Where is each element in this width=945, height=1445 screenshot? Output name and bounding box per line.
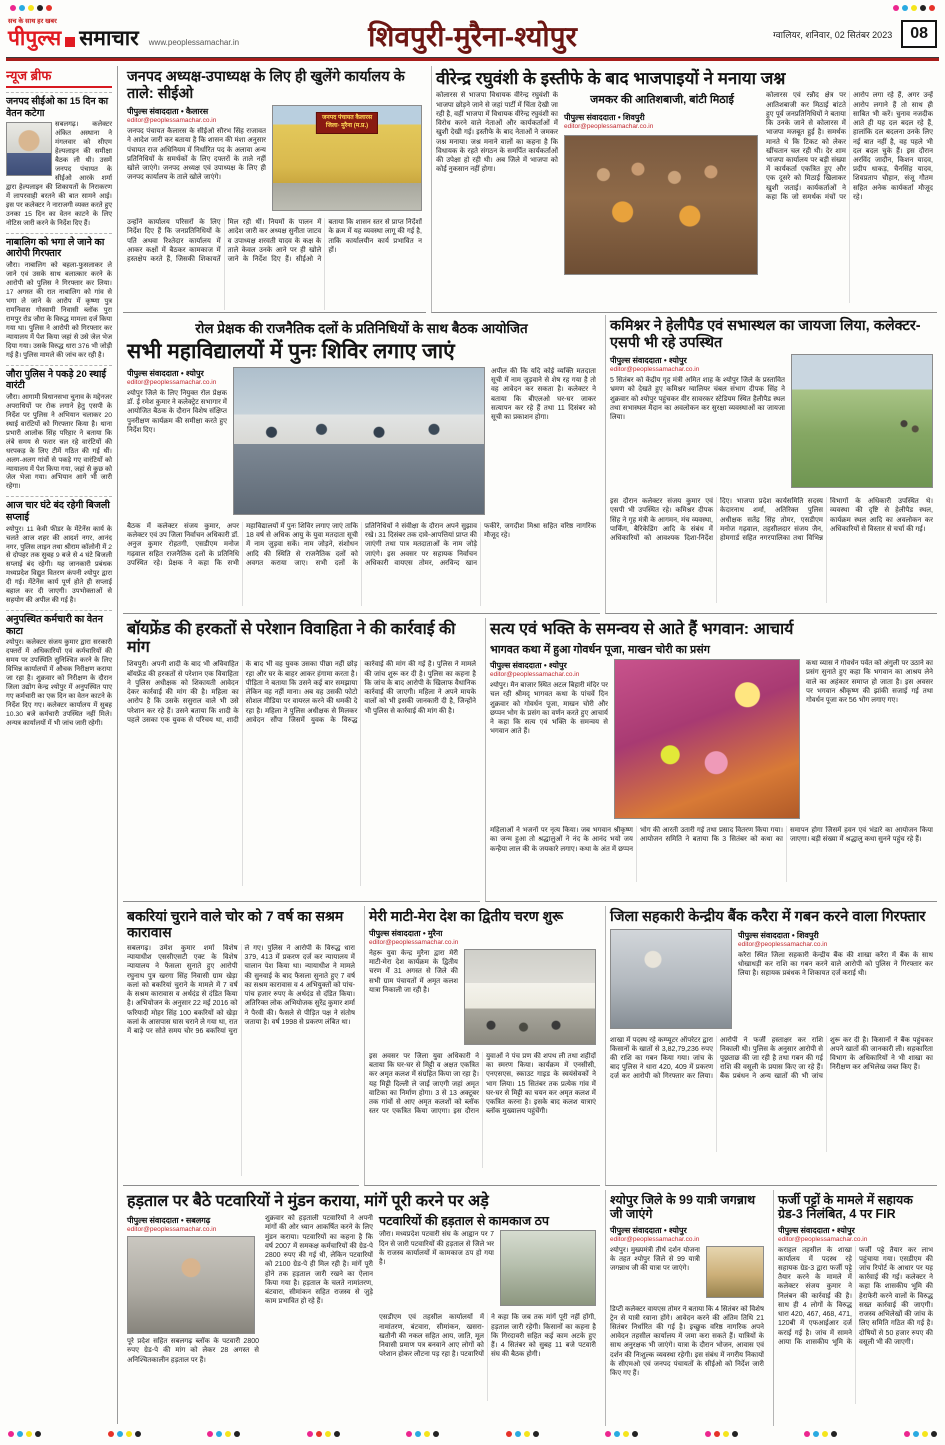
page-number: 08: [901, 20, 937, 48]
mundan-photo: [127, 1236, 255, 1334]
article-text: उन्होंने कार्यालय परिसरों के लिए निर्देश दिए हैं कि जनप्रतिनिधियों के पति अथवा रिश्तेदार कार्यालय में आकर कक्षों में बैठकर कामकाज में हस्तक्षेप करते हैं, जिसकी शिकायतें मिल रही थीं। नियमों के पालन में आदेश जारी कर अध्यक्ष सुनीता जाटव व उपाध्यक्ष शरवती यादव के कक्ष के ताले केवल उनके आने पर ही खोले जाने के निर्देश दिए हैं। सीईओ ने बताया कि शासन स्तर से प्राप्त निर्देशों के क्रम में यह व्यवस्था लागू की गई है, ताकि कार्यालयीन कार्य प्रभावित न हों।: [127, 219, 422, 263]
article-text: इस दौरान कलेक्टर संजय कुमार एवं एसपी भी उपस्थित रहे। कमिश्नर दीपक सिंह ने गृह मंत्री के आगमन, मंच व्यवस्था, पार्किंग, बैरिकेडिंग आदि के संबंध में अधिकारियों को आवश्यक दिशा-निर्देश दिए। भाजपा प्रदेश कार्यसमिति सदस्य केदारनाथ शर्मा, अतिरिक्त पुलिस अधीक्षक सतेंद्र सिंह तोमर, एसडीएम मनोज गढ़वाल, तहसीलदार संजय जैन, होमगार्ड सहित नगरपालिका तथा विभिन्न विभागों के अधिकारी उपस्थित थे। व्यवस्था की दृष्टि से हेलीपैड स्थल, कार्यक्रम स्थल आदि का अवलोकन कर अधिकारियों से विस्तार से चर्चा की गई।: [610, 498, 933, 542]
byline: पीपुल्स संवाददाता • श्योपुर editor@peoplessamachar.co.in: [610, 355, 785, 373]
brief-title: आज चार घंटे बंद रहेगी बिजली सप्लाई: [6, 500, 110, 523]
dateline: ग्वालियर, शनिवार, 02 सितंबर 2023: [773, 29, 893, 40]
article-headline: हड़ताल पर बैठे पटवारियों ने मुंडन कराया, मांगें पूरी करने पर अड़े: [127, 1193, 489, 1210]
strike-camp-photo: [500, 1230, 596, 1306]
yatra-photo: [706, 1246, 764, 1298]
news-brief-item: [6, 496, 112, 606]
byline: पीपुल्स संवाददाता • श्योपुर editor@peoplessamachar.co.in: [610, 1225, 764, 1243]
logo-text-peoples: पीपुल्स: [8, 26, 62, 50]
article-text: कोलारस एवं रन्नौद क्षेत्र पर आतिशबाजी कर मिठाई बांटते हुए पूर्व जनप्रतिनिधियों ने बताया कि उनके जाने से कोलारस में भाजपा मजबूत हुई है। समर्थक मानते थे कि टिकट को लेकर खींचतान चल रही थी। देर शाम भाजपा कार्यालय पर बड़ी संख्या में कार्यकर्ता एकत्रित हुए और एक दूसरे को मिठाई खिलाकर खुशी जताई। कार्यकर्ताओं ने कहा कि जो समर्थक मंचों पर आरोप लगा रहे हैं, अगर उन्हें आरोप लगाने हैं तो साथ ही साबित भी करें। चुनाव नजदीक आते ही यह दल बदल रहे हैं, हालांकि दल बदलना उनके लिए नई बात नहीं है, वह पहले भी दल बदल चुके हैं। इस दौरान अरविंद जादौन, किशन यादव, प्रदीप धाकड़, चैनसिंह यादव, शिवप्रताप चौहान, संजू गौतम सहित अनेक कार्यकर्ता मौजूद रहे।: [766, 92, 933, 201]
website-url: www.peoplessamachar.in: [148, 37, 240, 47]
brief-title: जौरा पुलिस ने पकड़े 20 स्थाई वारंटी: [6, 368, 107, 392]
celebration-photo: [564, 135, 758, 275]
article-text: श्योपुर जिले के लिए नियुक्त रोल प्रेक्षक डॉ. ई रमेश कुमार ने कलेक्ट्रेट सभागार में आयोजित बैठक के दौरान विशेष संक्षिप्त पुनरीक्षण कार्यक्रम की समीक्षा करते हुए निर्देश दिए।: [127, 389, 227, 434]
byline-email: editor@peoplessamachar.co.in: [610, 366, 700, 374]
sub-article-headline: पटवारियों की हड़ताल से कामकाज ठप: [379, 1214, 550, 1229]
print-marks-top-left: [10, 5, 52, 11]
brief-body: जौरा। आगामी विधानसभा चुनाव के मद्देनजर अपराधियों पर रोक लगाने हेतु एसपी के निर्देश पर पुलिस ने अभियान चलाकर 20 स्थाई वारंटियों को गिरफ्तार किया है। थाना प्रभारी आलोक सिंह परिहार ने बताया कि लंबे समय से फरार चल रहे वारंटियों की धरपकड़ के लिए टीमें गठित की गई थीं। अलग-अलग गांवों से पकड़े गए वारंटियों को न्यायालय में पेश किया गया, जहां से कुछ को जेल भेजा गया। अभियान आगे भी जारी रहेगा।: [6, 393, 112, 491]
article-patwari-mundan: [123, 1190, 600, 1426]
article-jagannath-yatra: [605, 1190, 768, 1426]
article-meri-maati: [364, 906, 600, 1186]
byline: पीपुल्स संवाददाता • श्योपुर editor@peoplessamachar.co.in: [778, 1225, 933, 1243]
byline: पीपुल्स संवाददाता • शिवपुरी editor@peoplessamachar.co.in: [564, 112, 760, 130]
news-brief-item: [6, 365, 112, 493]
brief-body: सबलगढ़। कलेक्टर अंकित अस्थाना ने मंगलवार को सीएम हेल्पलाइन की समीक्षा बैठक ली थी। उसमें जनपद पंचायत के सीईओ आरके शर्मा द्वारा हेल्पलाइन की शिकायतों के निराकरण में लापरवाही बरतने की बात सामने आई। इस पर कलेक्टर ने नाराजगी व्यक्त करते हुए उनका 15 दिन का वेतन काटने के लिए नोटिस जारी करने के निर्देश दिए हैं।: [6, 121, 112, 227]
print-marks-top-right: [893, 5, 935, 11]
meeting-room-photo: [233, 367, 485, 515]
article-text: कोलारस से भाजपा विधायक वीरेन्द्र रघुवंशी के भाजपा छोड़ने जाने से जहां पार्टी में चिंता देखी जा रही है, वहीं भाजपा में विधायक वीरेन्द्र रघुवंशी का विरोध करने वाले नेताओं और कार्यकर्ताओं में खुशी देखी गई। इस्तीफे के बाद नेताओं ने जमकर जश्न मनाया। जश्न मनाने वालों का कहना है कि विधायक के रहते संगठन के समर्पित कार्यकर्ताओं की उपेक्षा हो रही थी। अब जिले में भाजपा को कोई नुकसान नहीं होगा।: [436, 92, 558, 174]
article-text: शिवपुरी। अपनी शादी के बाद भी अविवाहित बॉयफ्रेंड की हरकतों से परेशान एक विवाहिता ने पुलिस अधीक्षक को शिकायती आवेदन देकर कार्रवाई की मांग की है। महिला का आरोप है कि उसके ससुराल वाले भी उसे परेशान कर रहे हैं। उसने बताया कि शादी के पहले उसका एक युवक से परिचय था, शादी के बाद भी वह युवक उसका पीछा नहीं छोड़ रहा और घर के बाहर आकर हंगामा करता है। पीड़िता ने बताया कि उसने कई बार समझाया लेकिन वह नहीं माना। अब वह उसकी फोटो सोशल मीडिया पर वायरल करने की धमकी दे रहा है। महिला ने पुलिस अधीक्षक से मिलकर आवेदन सौंपा जिसमें युवक के विरुद्ध कार्रवाई की मांग की गई है। पुलिस ने मामले की जांच शुरू कर दी है। पुलिस का कहना है कि जांच के बाद आरोपी के खिलाफ वैधानिक कार्रवाई की जाएगी। महिला ने अपने मायके वालों को भी इसकी जानकारी दी है, जिन्होंने भी पुलिस से कार्रवाई की मांग की है।: [127, 661, 476, 724]
article-text: नेहरू युवा केन्द्र मुरैना द्वारा मेरी माटी-मेरा देश कार्यक्रम के द्वितीय चरण में 31 अगस्त से जिले की सभी ग्राम पंचायतों में अमृत कलश यात्रा निकाली जा रही है।: [369, 949, 458, 994]
article-text: 5 सितंबर को केंद्रीय गृह मंत्री अमित शाह के श्योपुर जिले के प्रस्तावित भ्रमण को देखते हुए कमिश्नर ग्वालियर चंबल संभाग दीपक सिंह ने शुक्रवार को श्योपुर पहुंचकर वीर सावरकर स्टेडियम स्थित हैलीपैड स्थल तथा सभास्थल मैदान का अवलोकन कर सुरक्षा व्यवस्थाओं का जायजा लिया।: [610, 377, 785, 421]
article-text: कराहल तहसील के शाखा कार्यालय में पदस्थ रहे सहायक ग्रेड-3 द्वारा फर्जी पट्टे तैयार करने के मामले में कलेक्टर संजय कुमार ने निलंबन की कार्रवाई की है। साथ ही 4 लोगों के विरुद्ध धारा 420, 467, 468, 471, 120बी में एफआईआर दर्ज कराई गई है। जांच में सामने आया कि शासकीय भूमि के फर्जी पट्टे तैयार कर लाभ पहुंचाया गया। एसडीएम की जांच रिपोर्ट के आधार पर यह कार्रवाई की गई। कलेक्टर ने कहा कि शासकीय भूमि की हेराफेरी करने वालों के विरुद्ध सख्त कार्रवाई की जाएगी। राजस्व अभिलेखों की जांच के लिए समिति गठित की गई है। दोषियों से 50 हजार रुपए की वसूली भी की जाएगी।: [778, 1246, 933, 1346]
article-text: जनपद पंचायत कैलारस के सीईओ सौरभ सिंह राजावत ने आदेश जारी कर बताया है कि शासन की मंशा अनुसार पंचायत राज अधिनियम में निर्धारित पद के अलावा अन्य प्रतिनिधियों के समर्थकों के लिए दफ्तरों के ताले नहीं खोले जाएंगे। जनपद अध्यक्ष एवं उपाध्यक्ष के लिए ही जनपद कार्यालय के ताले खोले जाएंगे।: [127, 128, 266, 182]
byline-email: editor@peoplessamachar.co.in: [738, 940, 828, 948]
print-marks-bottom: [8, 1431, 937, 1437]
officer-portrait-photo: [6, 122, 52, 176]
logo-text-samachar: समाचार: [79, 26, 139, 50]
article-subhead: भागवत कथा में हुआ गोवर्धन पूजा, माखन चोरी का प्रसंग: [490, 644, 710, 657]
byline: पीपुल्स संवाददाता • सबलगढ़ editor@peoplessamachar.co.in: [127, 1215, 259, 1233]
article-text: श्योपुर। मुख्यमंत्री तीर्थ दर्शन योजना के तहत श्योपुर जिले से 99 यात्री जगन्नाथ जी की यात्रा पर जाएंगे।: [610, 1246, 700, 1272]
article-headline: बकरियां चुराने वाले चोर को 7 वर्ष का सश्रम कारावास: [127, 908, 344, 940]
byline-email: editor@peoplessamachar.co.in: [127, 117, 217, 125]
byline: पीपुल्स संवाददाता • मुरैना editor@peoplessamachar.co.in: [369, 928, 596, 946]
article-headline: सभी महाविद्यालयों में पुनः शिविर लगाए जाएं: [127, 340, 455, 363]
byline-email: editor@peoplessamachar.co.in: [127, 1226, 217, 1234]
article-virendra-resign: [431, 66, 937, 313]
news-brief-sidebar: [6, 66, 118, 1424]
article-headline: सत्य एवं भक्ति के समन्वय से आते हैं भगवान: आचार्य: [490, 621, 794, 638]
article-boyfriend-complaint: [123, 618, 480, 902]
article-janpad-office: [123, 66, 426, 313]
article-bank-fraud-arrest: [605, 906, 937, 1186]
article-college-shivir: [123, 315, 600, 614]
sub-article-strike: [379, 1214, 596, 1412]
logo-tagline: सच के साथ हर खबर: [8, 18, 57, 26]
article-text: अपील की कि यदि कोई व्यक्ति मतदाता सूची में नाम जुड़वाने से शेष रह गया है तो वह आवेदन कर सकता है। कलेक्टर ने बताया कि बीएलओ घर-घर जाकर सत्यापन कर रहे हैं तथा 11 दिसंबर को सूची का प्रकाशन होगा।: [491, 367, 596, 422]
logo-square-icon: [65, 37, 75, 47]
byline: पीपुल्स संवाददाता • श्योपुर editor@peoplessamachar.co.in: [490, 660, 608, 678]
article-text: बैठक में कलेक्टर संजय कुमार, अपर कलेक्टर एवं उप जिला निर्वाचन अधिकारी डॉ. अनुज कुमार रोहतगी, एसडीएम मनोज गढ़वाल सहित राजनैतिक दलों के प्रतिनिधि उपस्थित रहे। प्रेक्षक ने कहा कि सभी महाविद्यालयों में पुनः शिविर लगाए जाएं ताकि 18 वर्ष से अधिक आयु के युवा मतदाता सूची में नाम जुड़वा सकें। नाम जोड़ने, संशोधन आदि की स्थिति से राजनैतिक दलों को अवगत कराया जाए। सभी दलों के प्रतिनिधियों ने संवीक्षा के दौरान अपने सुझाव रखे। 31 दिसंबर तक दावे-आपत्तियां प्राप्त की जाएंगी तथा पात्र मतदाताओं के नाम जोड़े जाएंगे। इस अवसर पर सहायक निर्वाचन अधिकारी वायएस तोमर, अरविन्द खान फकीरे, जगदीश मिश्रा सहित वरिष्ठ नागरिक मौजूद रहे।: [127, 522, 596, 567]
brief-title: नाबालिग को भगा ले जाने का आरोपी गिरफ्तार: [6, 236, 105, 260]
article-fake-patta-fir: [773, 1190, 937, 1426]
news-brief-item: [6, 233, 112, 361]
article-headline: फर्जी पट्टों के मामले में सहायक ग्रेड-3 निलंबित, 4 पर FIR: [778, 1193, 913, 1222]
office-sign-board: जनपद पंचायत कैलारस जिला- मुरैना (म.प्र.): [316, 112, 378, 134]
byline-email: editor@peoplessamachar.co.in: [490, 671, 580, 679]
govardhan-puja-photo: [614, 659, 800, 819]
kalash-yatra-photo: [464, 949, 596, 1045]
article-headline: श्योपुर जिले के 99 यात्री जगन्नाथ जी जाएंगे: [610, 1193, 756, 1222]
article-text: कथा व्यास ने गोवर्धन पर्वत को अंगुली पर उठाने का प्रसंग सुनाते हुए कहा कि भगवान का आश्रय लेने वाले का अहंकार समाप्त हो जाता है। इस अवसर पर भगवान श्रीकृष्ण की झांकी सजाई गई तथा गोवर्धन पूजा कर 56 भोग लगाए गए।: [806, 660, 933, 705]
news-brief-item: [6, 610, 112, 729]
article-text: एसडीएम एवं तहसील कार्यालयों में नामांतरण, बंटवारा, सीमांकन, खसरा-खतौनी की नकल सहित आय, जाति, मूल निवासी प्रमाण पत्र बनवाने आए लोगों को परेशान होकर लौटना पड़ रहा है। पटवारियों ने कहा कि जब तक मांगें पूरी नहीं होंगी, हड़ताल जारी रहेगी। किसानों का कहना है कि गिरदावरी सहित कई काम अटके हुए हैं। 4 सितंबर को सुबह 11 बजे पटवारी संघ की बैठक होगी।: [379, 1314, 596, 1359]
byline-email: editor@peoplessamachar.co.in: [564, 123, 654, 131]
article-text: पूरे प्रदेश सहित सबलगढ़ ब्लॉक के पटवारी 2800 रुपए ग्रेड-पे की मांग को लेकर 28 अगस्त से अनिश्चितकालीन हड़ताल पर हैं।: [127, 1338, 259, 1364]
article-headline: वीरेन्द्र रघुवंशी के इस्तीफे के बाद भाजपाइयों ने मनाया जश्न: [436, 69, 786, 88]
article-text: इस अवसर पर जिला युवा अधिकारी ने बताया कि घर-घर से मिट्टी व अक्षत एकत्रित कर अमृत कलश में संग्रहित किया जा रहा है। यह मिट्टी दिल्ली ले जाई जाएगी जहां अमृत वाटिका का निर्माण होगा। 3 से 13 अक्टूबर तक गांवों से आए अमृत कलशों को ब्लॉक स्तर पर एकत्रित किया जाएगा। इस दौरान युवाओं ने पंच प्रण की शपथ ली तथा शहीदों का स्मरण किया। कार्यक्रम में एनसीसी, एनएसएस, स्काउट गाइड के स्वयंसेवकों ने भाग लिया। 15 सितंबर तक प्रत्येक गांव में घर-घर से मिट्टी का चयन कर अमृत कलश में एकत्रित करना है। इसके बाद कलश यात्राएं ब्लॉक मुख्यालय पहुंचेंगी।: [369, 1052, 596, 1116]
article-goat-thief-sentence: [123, 906, 359, 1186]
brief-title: जनपद सीईओ का 15 दिन का वेतन कटेगा: [6, 96, 109, 119]
brief-body: जौरा। नाबालिग को बहला-फुसलाकर ले जाने एवं उसके साथ बलात्कार करने के आरोपी को पुलिस ने गिरफ्तार कर लिया। 17 अगस्त की रात नाबालिग को गांव से भगा ले जाने के आरोप में कृष्णा पुत्र रामनिवास गोस्वामी निवासी ब्लॉक पुरा रामपुर रोड जौरा के विरुद्ध मामला दर्ज किया गया था। पुलिस ने आरोपी को गिरफ्तार कर न्यायालय में पेश किया जहां से उसे जेल भेज दिया गया। उसके विरुद्ध धारा 376 भी जोड़ी गई है। पुलिस मामले की जांच कर रही है।: [6, 261, 112, 359]
byline: पीपुल्स संवाददाता • श्योपुर editor@peoplessamachar.co.in: [127, 368, 227, 386]
article-text: सबलगढ़। उमेश कुमार शर्मा विशेष न्यायाधीश एससीएसटी एक्ट के विशेष न्यायालय ने फैसला सुनाते हुए आरोपी रघुनाथ पुत्र खरगा सिंह निवासी ग्राम खेड़ा कलां को बकरियां चुराने के मामले में 7 वर्ष के सश्रम कारावास व अर्थदंड से दंडित किया है। अभियोजन के अनुसार 22 मई 2016 को फरियादी मोहर सिंह 100 बकरियों को खेड़ा कलां के आसपास घास चराने ले गया था, रात में बाड़े पर सोते समय चोर 96 बकरियां चुरा ले गए। पुलिस ने आरोपी के विरुद्ध धारा 379, 413 में प्रकरण दर्ज कर न्यायालय में चालान पेश किया था। न्यायाधीश ने मामले की सुनवाई के बाद फैसला सुनाते हुए 7 वर्ष का सश्रम कारावास व 4 अभियुक्तों को पांच-पांच हजार रुपए के अर्थदंड से दंडित किया। अतिरिक्त लोक अभियोजक सुरेंद्र कुमार शर्मा ने पैरवी की। फैसले से पीड़ित पक्ष ने संतोष जताया है। वर्ष 1998 से प्रकरण लंबित था।: [127, 944, 355, 1036]
article-text: शाखा में पदस्थ रहे कम्प्यूटर ऑपरेटर द्वारा किसानों के खातों से 3,82,79,236 रुपए की राशि का गबन किया गया। जांच के बाद पुलिस ने धारा 420, 409 में प्रकरण दर्ज कर आरोपी को गिरफ्तार कर लिया। आरोपी ने फर्जी हस्ताक्षर कर राशि निकाली थी। पुलिस के अनुसार आरोपी से पूछताछ की जा रही है तथा गबन की गई राशि की वसूली के प्रयास किए जा रहे हैं। बैंक प्रबंधन ने अन्य खातों की भी जांच शुरू कर दी है। किसानों ने बैंक पहुंचकर अपने खातों की जानकारी ली। सहकारिता विभाग के अधिकारियों ने भी शाखा का निरीक्षण कर अभिलेख जब्त किए हैं।: [610, 1036, 933, 1081]
article-text: डिप्टी कलेक्टर वायएस तोमर ने बताया कि 4 सितंबर को विशेष ट्रेन से यात्री रवाना होंगे। आवेदन करने की अंतिम तिथि 21 सितंबर निर्धारित की गई है। इच्छुक वरिष्ठ नागरिक अपने आवेदन तहसील कार्यालय में जमा करा सकते हैं। यात्रियों के साथ अनुरक्षक भी जाएंगे। यात्रा के दौरान भोजन, आवास एवं दर्शन की निःशुल्क व्यवस्था रहेगी। इस संबंध में नगरीय निकायों के सीएमओ एवं जनपद पंचायतों के सीईओ को निर्देश जारी किए गए हैं।: [610, 1305, 764, 1378]
helipad-inspection-photo: [791, 354, 933, 488]
article-commissioner-helipad: [605, 315, 937, 614]
article-subhead: जमकर की आतिशबाजी, बांटी मिठाई: [590, 94, 734, 107]
article-text: करैरा स्थित जिला सहकारी केन्द्रीय बैंक की शाखा करैरा में बैंक के साथ धोखाधड़ी कर राशि का गबन करने वाले आरोपी को पुलिस ने गिरफ्तार कर लिया है। सहायक प्रबंधक ने शिकायत दर्ज कराई थी।: [738, 951, 933, 977]
article-headline: मेरी माटी-मेरा देश का द्वितीय चरण शुरू: [369, 908, 563, 924]
article-headline: कमिश्नर ने हेलीपैड एवं सभास्थल का जायजा लिया, कलेक्टर-एसपी भी रहे उपस्थित: [610, 318, 921, 351]
news-brief-header: न्यूज ब्रीफ: [6, 66, 112, 88]
article-text: शुक्रवार को हड़ताली पटवारियों ने अपनी मांगों की ओर ध्यान आकर्षित करने के लिए मुंडन कराया। पटवारियों का कहना है कि वर्ष 2007 में समकक्ष कर्मचारियों की ग्रेड-पे 2800 रुपए की गई थी, लेकिन पटवारियों को 2100 ग्रेड-पे ही मिल रही है। मांगें पूरी होने तक हड़ताल जारी रखने का ऐलान किया गया है। हड़ताल के चलते नामांतरण, बंटवारा, सीमांकन सहित राजस्व से जुड़े काम प्रभावित हो रहे हैं।: [265, 1215, 373, 1306]
article-headline: बॉयफ्रेंड की हरकतों से परेशान विवाहिता ने की कार्रवाई की मांग: [127, 621, 456, 657]
masthead-divider: [6, 57, 939, 61]
article-text: श्योपुर। मैन बाजार स्थित अटल बिहारी मंदिर पर चल रही श्रीमद् भागवत कथा के पांचवें दिन शुक्रवार को गोवर्धन पूजा, माखन चोरी और छप्पन भोग के प्रसंग का वर्णन करते हुए आचार्य ने कहा कि सत्य एवं भक्ति के समन्वय से भगवान आते हैं।: [490, 682, 608, 736]
masthead: [8, 13, 937, 55]
article-headline: जनपद अध्यक्ष-उपाध्यक्ष के लिए ही खुलेंगे कार्यालय के ताले: सीईओ: [127, 69, 405, 102]
brief-body: श्योपुर। कलेक्टर संजय कुमार द्वारा सरकारी दफ्तरों में अधिकारियों एवं कर्मचारियों की समय पर उपस्थिति सुनिश्चित करने के लिए विभिन्न कार्यालयों में औचक निरीक्षण कराया जा रहा है। शुक्रवार को निरीक्षण के दौरान जिला उद्योग केन्द्र श्योपुर में अनुपस्थित पाए गए कर्मचारी का एक दिन का वेतन काटने के निर्देश दिए गए। कलेक्टर कार्यालय में सुबह 10.30 बजे कर्मचारी उपस्थित नहीं मिले। अन्यत्र कार्यालयों में भी जांच जारी रहेगी।: [6, 639, 112, 728]
article-bhagwat-katha: [485, 618, 937, 902]
byline: पीपुल्स संवाददाता • कैलारस editor@peoplessamachar.co.in: [127, 106, 266, 124]
brief-body: श्योपुर। 11 केवी फीडर के मेंटेनेंस कार्य के चलते आज शहर की आदर्श नगर, आनंद नगर, पुलिस लाइन तथा श्रीराम कॉलोनी में 2 से दोपहर तक सुबह 9 बजे से 4 घंटे बिजली सप्लाई बंद रहेगी। यह जानकारी प्रबंधक मध्यप्रदेश विद्युत वितरण कंपनी श्योपुर द्वारा दी गई। मेंटेनेंस कार्य पूर्ण होते ही सप्लाई बहाल कर दी जाएगी। उपभोक्ताओं से सहयोग की अपील की गई है।: [6, 525, 112, 605]
news-brief-item: [6, 92, 112, 229]
article-kicker: रोल प्रेक्षक की राजनैतिक दलों के प्रतिनिधियों के साथ बैठक आयोजित: [195, 321, 528, 336]
byline-email: editor@peoplessamachar.co.in: [778, 1235, 868, 1243]
article-text: जौरा। मध्यप्रदेश पटवारी संघ के आह्वान पर 7 दिन से जारी पटवारियों की हड़ताल से जिले भर के राजस्व कार्यालयों में कामकाज ठप हो गया है।: [379, 1231, 494, 1267]
brief-title: अनुपस्थित कर्मचारी का वेतन काटा: [6, 614, 103, 637]
byline: पीपुल्स संवाददाता • शिवपुरी editor@peoplessamachar.co.in: [738, 930, 933, 948]
bank-arrest-photo: [610, 929, 732, 1029]
byline-email: editor@peoplessamachar.co.in: [369, 938, 459, 946]
newspaper-logo: [8, 19, 239, 49]
janpad-office-photo: [272, 105, 422, 211]
edition-title: शिवपुरी-मुरैना-श्योपुर: [368, 21, 577, 52]
byline-email: editor@peoplessamachar.co.in: [127, 378, 217, 386]
article-headline: जिला सहकारी केन्द्रीय बैंक करैरा में गबन करने वाला गिरफ्तार: [610, 909, 926, 925]
byline-email: editor@peoplessamachar.co.in: [610, 1235, 700, 1243]
article-text: महिलाओं ने भजनों पर नृत्य किया। जब भगवान श्रीकृष्ण का जन्म हुआ तो श्रद्धालुओं ने नंद के आनंद भयो जय कन्हैया लाल की के जयकारे लगाए। कथा के अंत में छप्पन भोग की आरती उतारी गई तथा प्रसाद वितरण किया गया। आयोजन समिति ने बताया कि 3 सितंबर को कथा का समापन होगा जिसमें हवन एवं भंडारे का आयोजन किया जाएगा। बड़ी संख्या में श्रद्धालु कथा सुनने पहुंच रहे हैं।: [490, 827, 933, 853]
